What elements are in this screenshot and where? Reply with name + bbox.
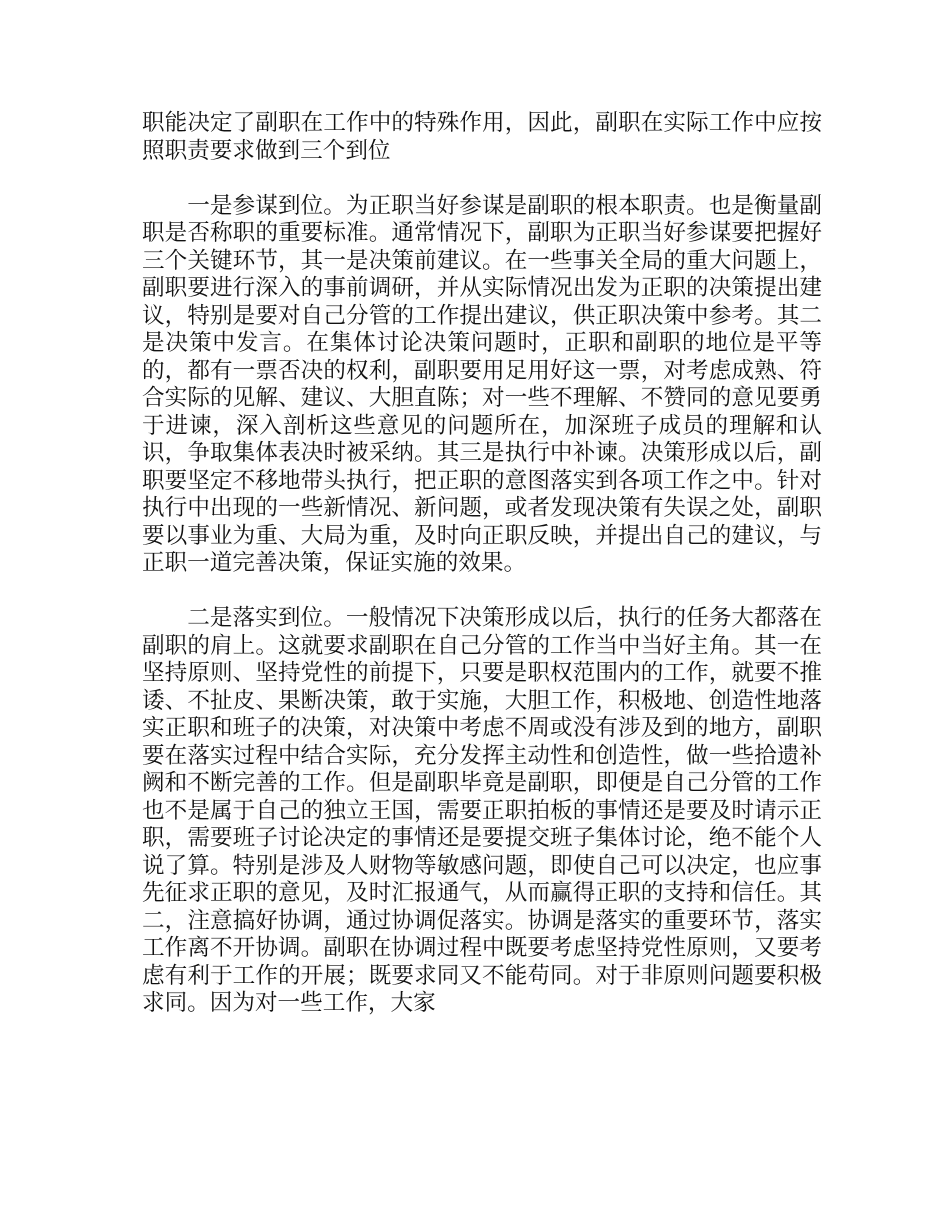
paragraph-implementation-in-place: 二是落实到位。一般情况下决策形成以后，执行的任务大都落在副职的肩上。这就要求副职在自己分管的工作当中当好主角。其一在坚持原则、坚持党性的前提下，只要是职权范围内的工作，就要不推诿、不扯皮、果断决策，敢于实施，大胆工作，积极地、创造性地落实正职和班子的决策，对决策中考虑不周或没有涉及到的地方，副职要在落实过程中结合实际，充分发挥主动性和创造性，做一些拾遗补阙和不断完善的工作。但是副职毕竟是副职，即便是自己分管的工作也不是属于自己的独立王国，需要正职拍板的事情还是要及时请示正职，需要班子讨论决定的事情还是要提交班子集体讨论，绝不能个人说了算。特别是涉及人财物等敏感问题，即使自己可以决定，也应事先征求正职的意见，及时汇报通气，从而赢得正职的支持和信任。其二，注意搞好协调，通过协调促落实。协调是落实的重要环节，落实工作离不开协调。副职在协调过程中既要考虑坚持党性原则，又要考虑有利于工作的开展；既要求同又不能苟同。对于非原则问题要积极求同。因为对一些工作，大家 bbox=[142, 605, 822, 1016]
document-body bbox=[142, 110, 822, 1018]
paragraph-advisory-in-place: 一是参谋到位。为正职当好参谋是副职的根本职责。也是衡量副职是否称职的重要标准。通常情况下，副职为正职当好参谋要把握好三个关键环节，其一是决策前建议。在一些事关全局的重大问题上，副职要进行深入的事前调研，并从实际情况出发为正职的决策提出建议，特别是要对自己分管的工作提出建议，供正职决策中参考。其二是决策中发言。在集体讨论决策问题时，正职和副职的地位是平等的，都有一票否决的权利，副职要用足用好这一票，对考虑成熟、符合实际的见解、建议、大胆直陈；对一些不理解、不赞同的意见要勇于进谏，深入剖析这些意见的问题所在，加深班子成员的理解和认识，争取集体表决时被采纳。其三是执行中补谏。决策形成以后，副职要坚定不移地带头执行，把正职的意图落实到各项工作之中。针对执行中出现的一些新情况、新问题，或者发现决策有失误之处，副职要以事业为重、大局为重，及时向正职反映，并提出自己的建议，与正职一道完善决策，保证实施的效果。 bbox=[142, 192, 822, 576]
paragraph-spacer bbox=[142, 165, 822, 193]
paragraph-intro: 职能决定了副职在工作中的特殊作用，因此，副职在实际工作中应按照职责要求做到三个到位 bbox=[142, 110, 822, 164]
paragraph-spacer bbox=[142, 578, 822, 606]
